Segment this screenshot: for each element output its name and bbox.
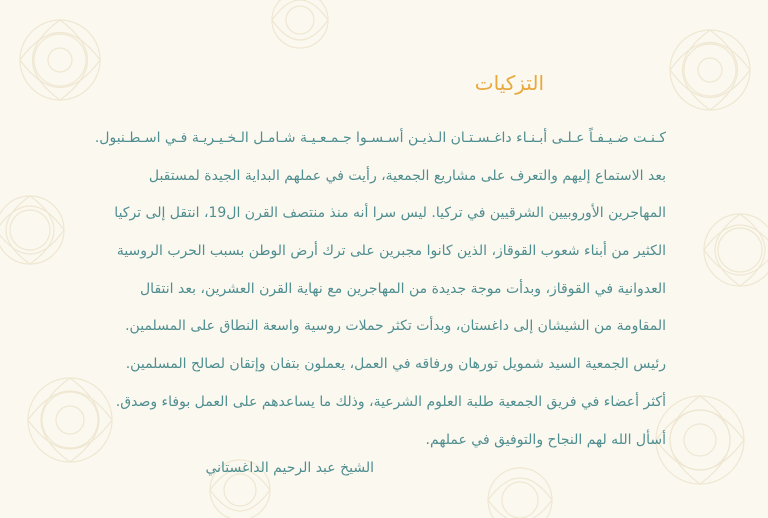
text-line: المهاجرين الأوروبيين الشرقيين في تركيا. ليس سرا أنه منذ منتصف القرن ال19، انتقل إلى تركيا	[114, 205, 666, 222]
testimonial-text	[70, 120, 666, 459]
text-line: كـنـت ضـيـفـاً عـلـى أبـنـاء داغـسـتـان الـذيـن أسـسـوا جـمـعـيـة شـامـل الـخـيـريـة فـي اسـطـنبول.	[94, 130, 666, 146]
text-line: بعد الاستماع إليهم والتعرف على مشاريع الجمعية، رأيت في عملهم البداية الجيدة لمستقبل	[148, 167, 666, 184]
text-line: المقاومة من الشيشان إلى داغستان، وبدأت تكثر حملات روسية واسعة النطاق على المسلمين.	[125, 318, 666, 335]
text-line: أكثر أعضاء في فريق الجمعية طلبة العلوم الشرعية، وذلك ما يساعدهم على العمل بوفاء وصدق.	[115, 393, 666, 410]
text-line: العدوانية في القوقاز، وبدأت موجة جديدة من المهاجرين مع نهاية القرن العشرين، بعد انتقال	[140, 280, 666, 297]
signature: الشيخ عبد الرحيم الداغستاني	[205, 460, 374, 476]
text-line: الكثير من أبناء شعوب القوقاز، الذين كانوا مجبرين على ترك أرض الوطن بسبب الحرب الروسية	[116, 243, 666, 260]
text-line: أسأل الله لهم النجاح والتوفيق في عملهم.	[425, 431, 666, 448]
text-line: رئيس الجمعية السيد شمويل تورهان ورفاقه في العمل، يعملون بتفان وإتقان لصالح المسلمين.	[125, 356, 666, 373]
page-title: التزكيات	[474, 71, 544, 95]
